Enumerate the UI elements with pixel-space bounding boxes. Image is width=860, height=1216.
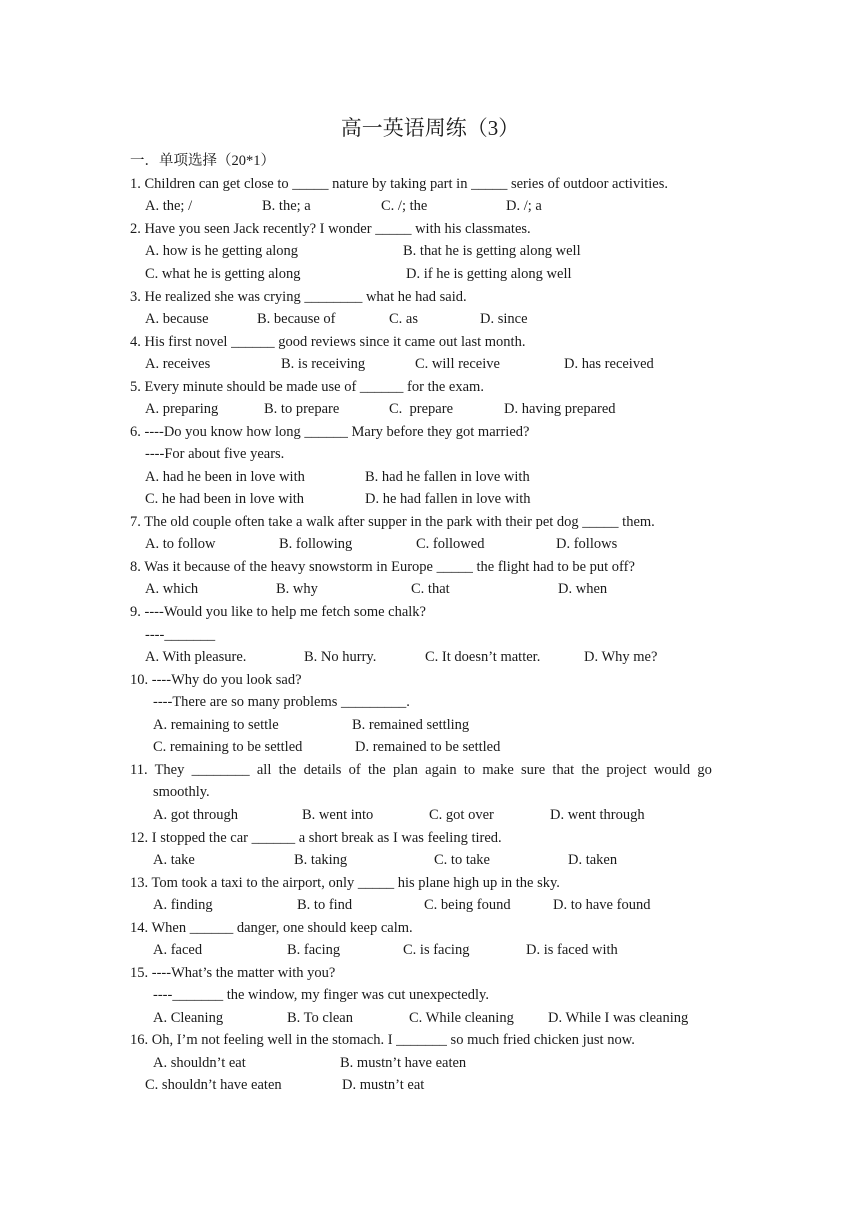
question-14-option-c: C. is facing xyxy=(403,942,470,958)
question-13-stem: 13. Tom took a taxi to the airport, only _____ his plane high up in the sky. xyxy=(130,875,560,891)
question-2-stem: 2. Have you seen Jack recently? I wonder _____ with his classmates. xyxy=(130,221,531,237)
question-4-option-b: B. is receiving xyxy=(281,356,366,372)
question-3-option-c: C. as xyxy=(389,311,418,327)
question-3-option-b: B. because of xyxy=(257,311,336,327)
question-7-option-b: B. following xyxy=(279,536,353,552)
question-3-option-d: D. since xyxy=(480,311,528,327)
question-11-option-b: B. went into xyxy=(302,807,374,823)
question-13-option-d: D. to have found xyxy=(553,897,651,913)
question-2-option-a: A. how is he getting along xyxy=(145,243,299,259)
question-10-option-c: C. remaining to be settled xyxy=(153,739,303,755)
question-7-option-c: C. followed xyxy=(416,536,485,552)
question-14-option-d: D. is faced with xyxy=(526,942,618,958)
question-10-reply: ----There are so many problems _________. xyxy=(153,694,410,710)
question-7-option-a: A. to follow xyxy=(145,536,216,552)
question-1-stem: 1. Children can get close to _____ nature by taking part in _____ series of outdoor activities. xyxy=(130,176,668,192)
question-4-option-c: C. will receive xyxy=(415,356,500,372)
question-12-option-d: D. taken xyxy=(568,852,618,868)
question-8-option-c: C. that xyxy=(411,581,450,597)
question-5-option-c: C. prepare xyxy=(389,401,454,417)
question-13-option-c: C. being found xyxy=(424,897,511,913)
question-16-option-d: D. mustn’t eat xyxy=(342,1077,425,1093)
question-14-stem: 14. When ______ danger, one should keep calm. xyxy=(130,920,413,936)
question-9-reply: ----_______ xyxy=(145,627,216,643)
page-title: 高一英语周练（3） xyxy=(340,116,520,140)
question-1-option-a: A. the; / xyxy=(145,198,193,214)
question-11-option-c: C. got over xyxy=(429,807,494,823)
question-3-stem: 3. He realized she was crying ________ what he had said. xyxy=(130,289,467,305)
question-3-option-a: A. because xyxy=(145,311,209,327)
question-11-stem-line-2: smoothly. xyxy=(153,784,210,800)
question-2-option-b: B. that he is getting along well xyxy=(403,243,581,259)
question-8-option-b: B. why xyxy=(276,581,318,597)
question-16-option-c: C. shouldn’t have eaten xyxy=(145,1077,282,1093)
question-15-option-b: B. To clean xyxy=(287,1010,353,1026)
section-heading: 一．单项选择（20*1） xyxy=(130,153,275,169)
question-9-stem: 9. ----Would you like to help me fetch some chalk? xyxy=(130,604,426,620)
question-4-option-d: D. has received xyxy=(564,356,654,372)
question-16-option-a: A. shouldn’t eat xyxy=(153,1055,246,1071)
question-8-stem: 8. Was it because of the heavy snowstorm in Europe _____ the flight had to be put off? xyxy=(130,559,635,575)
question-9-option-b: B. No hurry. xyxy=(304,649,377,665)
question-2-option-d: D. if he is getting along well xyxy=(406,266,572,282)
question-2-option-c: C. what he is getting along xyxy=(145,266,301,282)
question-7-option-d: D. follows xyxy=(556,536,618,552)
question-12-stem: 12. I stopped the car ______ a short break as I was feeling tired. xyxy=(130,830,502,846)
question-10-option-a: A. remaining to settle xyxy=(153,717,279,733)
question-6-reply: ----For about five years. xyxy=(145,446,285,462)
question-7-stem: 7. The old couple often take a walk after supper in the park with their pet dog _____ them. xyxy=(130,514,655,530)
question-4-option-a: A. receives xyxy=(145,356,211,372)
question-15-option-d: D. While I was cleaning xyxy=(548,1010,689,1026)
question-12-option-b: B. taking xyxy=(294,852,348,868)
question-13-option-b: B. to find xyxy=(297,897,353,913)
question-10-stem: 10. ----Why do you look sad? xyxy=(130,672,302,688)
question-5-option-d: D. having prepared xyxy=(504,401,616,417)
question-15-option-a: A. Cleaning xyxy=(153,1010,224,1026)
question-15-option-c: C. While cleaning xyxy=(409,1010,514,1026)
question-9-option-c: C. It doesn’t matter. xyxy=(425,649,541,665)
question-14-option-a: A. faced xyxy=(153,942,203,958)
question-1-option-c: C. /; the xyxy=(381,198,428,214)
question-15-stem: 15. ----What’s the matter with you? xyxy=(130,965,336,981)
question-1-option-b: B. the; a xyxy=(262,198,311,214)
question-11-option-d: D. went through xyxy=(550,807,645,823)
question-15-reply: ----_______ the window, my finger was cut unexpectedly. xyxy=(153,987,489,1003)
question-16-option-b: B. mustn’t have eaten xyxy=(340,1055,467,1071)
question-12-option-a: A. take xyxy=(153,852,195,868)
question-9-option-a: A. With pleasure. xyxy=(145,649,247,665)
question-6-option-d: D. he had fallen in love with xyxy=(365,491,531,507)
question-5-option-b: B. to prepare xyxy=(264,401,340,417)
question-10-option-d: D. remained to be settled xyxy=(355,739,501,755)
question-9-option-d: D. Why me? xyxy=(584,649,658,665)
question-12-option-c: C. to take xyxy=(434,852,490,868)
question-6-stem: 6. ----Do you know how long ______ Mary before they got married? xyxy=(130,424,530,440)
question-11-stem-line-1: 11. They ________ all the details of the plan again to make sure that the project would go xyxy=(130,762,712,778)
question-1-option-d: D. /; a xyxy=(506,198,542,214)
question-6-option-b: B. had he fallen in love with xyxy=(365,469,530,485)
question-5-stem: 5. Every minute should be made use of ______ for the exam. xyxy=(130,379,484,395)
question-8-option-d: D. when xyxy=(558,581,608,597)
question-13-option-a: A. finding xyxy=(153,897,213,913)
question-14-option-b: B. facing xyxy=(287,942,341,958)
question-16-stem: 16. Oh, I’m not feeling well in the stomach. I _______ so much fried chicken just now. xyxy=(130,1032,635,1048)
question-10-option-b: B. remained settling xyxy=(352,717,470,733)
question-4-stem: 4. His first novel ______ good reviews since it came out last month. xyxy=(130,334,526,350)
question-11-option-a: A. got through xyxy=(153,807,238,823)
question-6-option-c: C. he had been in love with xyxy=(145,491,305,507)
question-5-option-a: A. preparing xyxy=(145,401,219,417)
question-8-option-a: A. which xyxy=(145,581,199,597)
question-6-option-a: A. had he been in love with xyxy=(145,469,305,485)
